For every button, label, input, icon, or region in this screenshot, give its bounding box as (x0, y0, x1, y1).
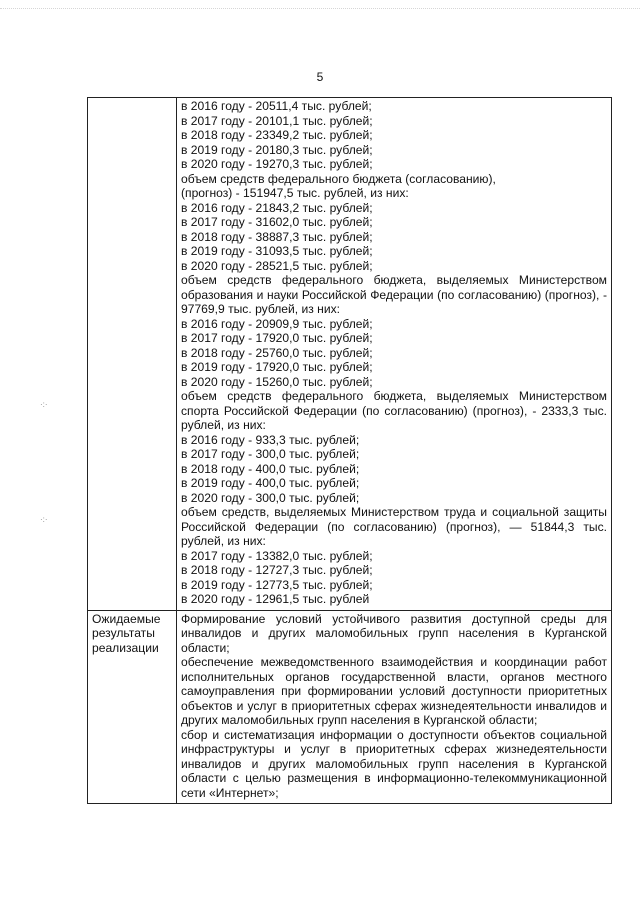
page-number: 5 (316, 70, 324, 84)
funding-paragraph: объем средств федерального бюджета, выделяемых Министерством образования и науки Российской Федерации (по согласованию) (прогноз), - 97769,9 тыс. рублей, из них: (181, 273, 607, 316)
funding-line: в 2018 году - 25760,0 тыс. рублей; (181, 345, 373, 360)
funding-line: в 2017 году - 31602,0 тыс. рублей; (181, 215, 373, 229)
funding-line: в 2019 году - 31093,5 тыс. рублей; (181, 244, 373, 258)
funding-line: в 2016 году - 20511,4 тыс. рублей; (181, 99, 372, 113)
label-line: реализации (92, 640, 159, 655)
funding-line: (прогноз) - 151947,5 тыс. рублей, из них: (181, 186, 409, 200)
funding-line: в 2020 году - 19270,3 тыс. рублей; (181, 157, 373, 171)
funding-line: в 2017 году - 20101,1 тыс. рублей; (181, 113, 373, 128)
label-line: Ожидаемые (92, 611, 161, 626)
funding-line: в 2018 году - 23349,2 тыс. рублей; (181, 128, 373, 142)
funding-paragraph: объем средств федерального бюджета, выделяемых Министерством спорта Российской Федерации (по согласованию) (прогноз), - 2333,3 тыс. рублей, из них: (181, 389, 607, 432)
funding-line: в 2018 году - 38887,3 тыс. рублей; (181, 229, 373, 244)
funding-line: в 2019 году - 12773,5 тыс. рублей; (181, 577, 373, 592)
funding-line: в 2020 году - 12961,5 тыс. рублей (181, 592, 370, 606)
funding-line: в 2017 году - 13382,0 тыс. рублей; (181, 548, 373, 563)
results-paragraph: Формирование условий устойчивого развития доступной среды для инвалидов и других маломобильных групп населения в Курганской области; (181, 611, 607, 655)
margin-mark: ·:· (40, 400, 48, 409)
scan-artifact-dots (0, 8, 640, 11)
passport-table (87, 97, 612, 804)
funding-line: в 2018 году - 12727,3 тыс. рублей; (181, 563, 373, 577)
expected-results-content (177, 610, 612, 804)
funding-content (177, 98, 612, 611)
funding-line: в 2016 году - 21843,2 тыс. рублей; (181, 200, 373, 215)
margin-mark: ·:· (40, 515, 48, 524)
funding-line: в 2020 году - 15260,0 тыс. рублей; (181, 374, 373, 389)
funding-line: в 2016 году - 933,3 тыс. рублей; (181, 432, 360, 447)
funding-line: в 2020 году - 28521,5 тыс. рублей; (181, 258, 373, 273)
results-paragraph: обеспечение межведомственного взаимодействия и координации работ исполнительных органов государственной власти, органов местного самоуправления при формировании условий доступности приоритетных объектов и услуг в приоритетных сферах жизнедеятельности инвалидов и других маломобильных групп населения в Курганской области; (181, 655, 607, 727)
funding-line: объем средств федерального бюджета (согласованию), (181, 171, 496, 186)
funding-line: в 2017 году - 300,0 тыс. рублей; (181, 447, 360, 461)
row-label-expected-results (88, 610, 177, 804)
funding-line: в 2019 году - 20180,3 тыс. рублей; (181, 142, 373, 157)
table-row-expected-results (88, 610, 612, 804)
funding-paragraph: объем средств, выделяемых Министерством труда и социальной защиты Российской Федерации (по согласованию) (прогноз), — 51844,3 тыс. рублей, из них: (181, 505, 607, 548)
label-line: результаты (92, 626, 155, 640)
row-label-empty (88, 98, 177, 611)
results-paragraph: сбор и систематизация информации о доступности объектов социальной инфраструктуры и услуг в приоритетных сферах жизнедеятельности инвалидов и других маломобильных групп населения в Курганской области с целью размещения в информационно-телекоммуникационной сети «Интернет»; (181, 727, 607, 800)
funding-line: в 2016 году - 20909,9 тыс. рублей; (181, 316, 373, 331)
table-row-funding (88, 98, 612, 611)
funding-line: в 2018 году - 400,0 тыс. рублей; (181, 461, 360, 476)
funding-line: в 2017 году - 17920,0 тыс. рублей; (181, 331, 373, 345)
funding-line: в 2019 году - 17920,0 тыс. рублей; (181, 360, 373, 374)
funding-line: в 2019 году - 400,0 тыс. рублей; (181, 476, 360, 490)
funding-line: в 2020 году - 300,0 тыс. рублей; (181, 490, 360, 505)
